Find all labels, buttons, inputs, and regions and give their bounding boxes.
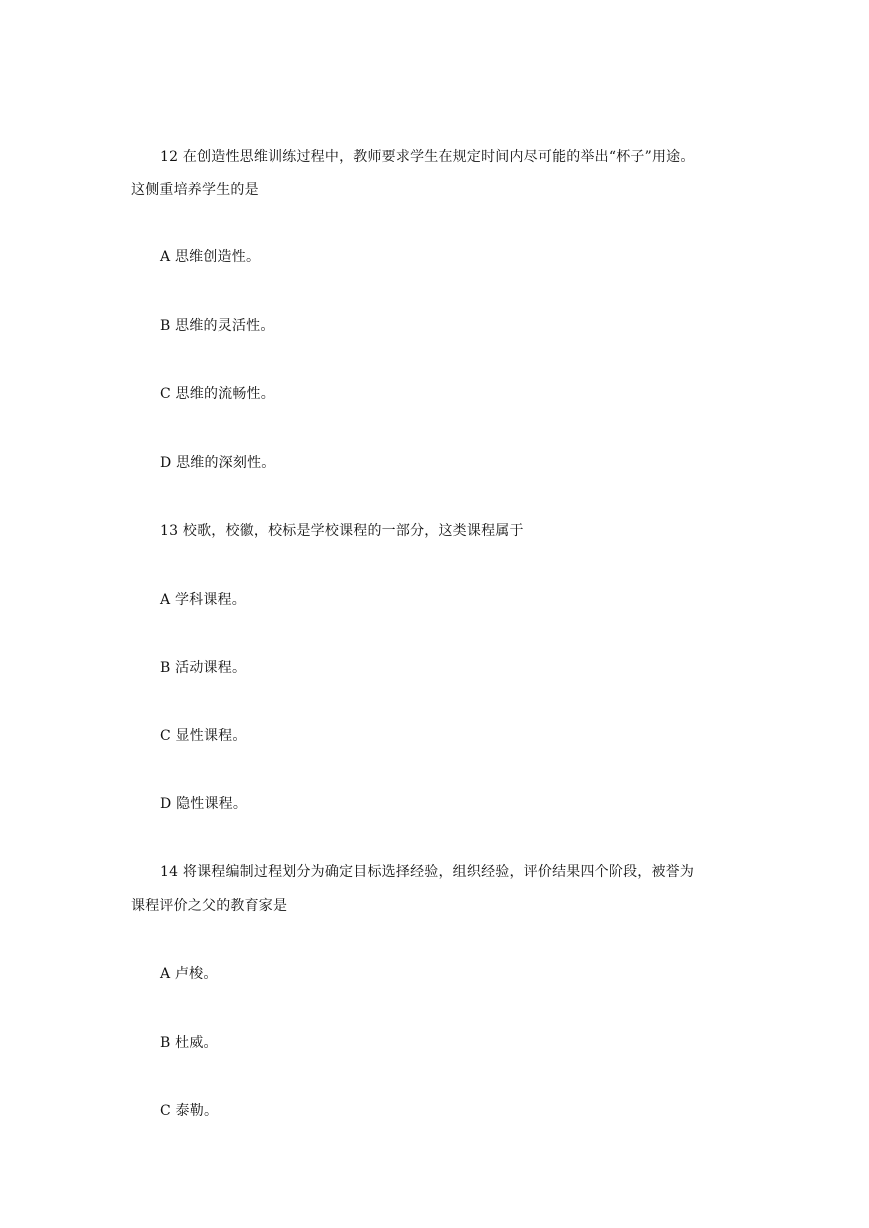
question-13-option-a: A 学科课程。 xyxy=(160,592,246,608)
question-12-option-c: C 思维的流畅性。 xyxy=(160,386,275,402)
question-12-option-a: A 思维创造性。 xyxy=(160,249,261,265)
question-14-text-continued: 课程评价之父的教育家是 xyxy=(131,898,288,914)
question-14-text: 14 将课程编制过程划分为确定目标选择经验，组织经验，评价结果四个阶段，被誉为 xyxy=(160,864,695,880)
question-14-option-b: B 杜威。 xyxy=(160,1035,218,1051)
question-12-text: 12 在创造性思维训练过程中，教师要求学生在规定时间内尽可能的举出“杯子”用途。 xyxy=(160,149,695,165)
question-12-option-d: D 思维的深刻性。 xyxy=(160,455,276,471)
question-14-option-c: C 泰勒。 xyxy=(160,1103,219,1119)
question-12-text-continued: 这侧重培养学生的是 xyxy=(131,182,259,198)
question-13-option-c: C 显性课程。 xyxy=(160,728,247,744)
question-13-option-d: D 隐性课程。 xyxy=(160,796,248,812)
question-14-option-a: A 卢梭。 xyxy=(160,966,218,982)
question-13-option-b: B 活动课程。 xyxy=(160,660,247,676)
question-13-text: 13 校歌，校徽，校标是学校课程的一部分，这类课程属于 xyxy=(160,523,524,539)
question-12-option-b: B 思维的灵活性。 xyxy=(160,318,275,334)
